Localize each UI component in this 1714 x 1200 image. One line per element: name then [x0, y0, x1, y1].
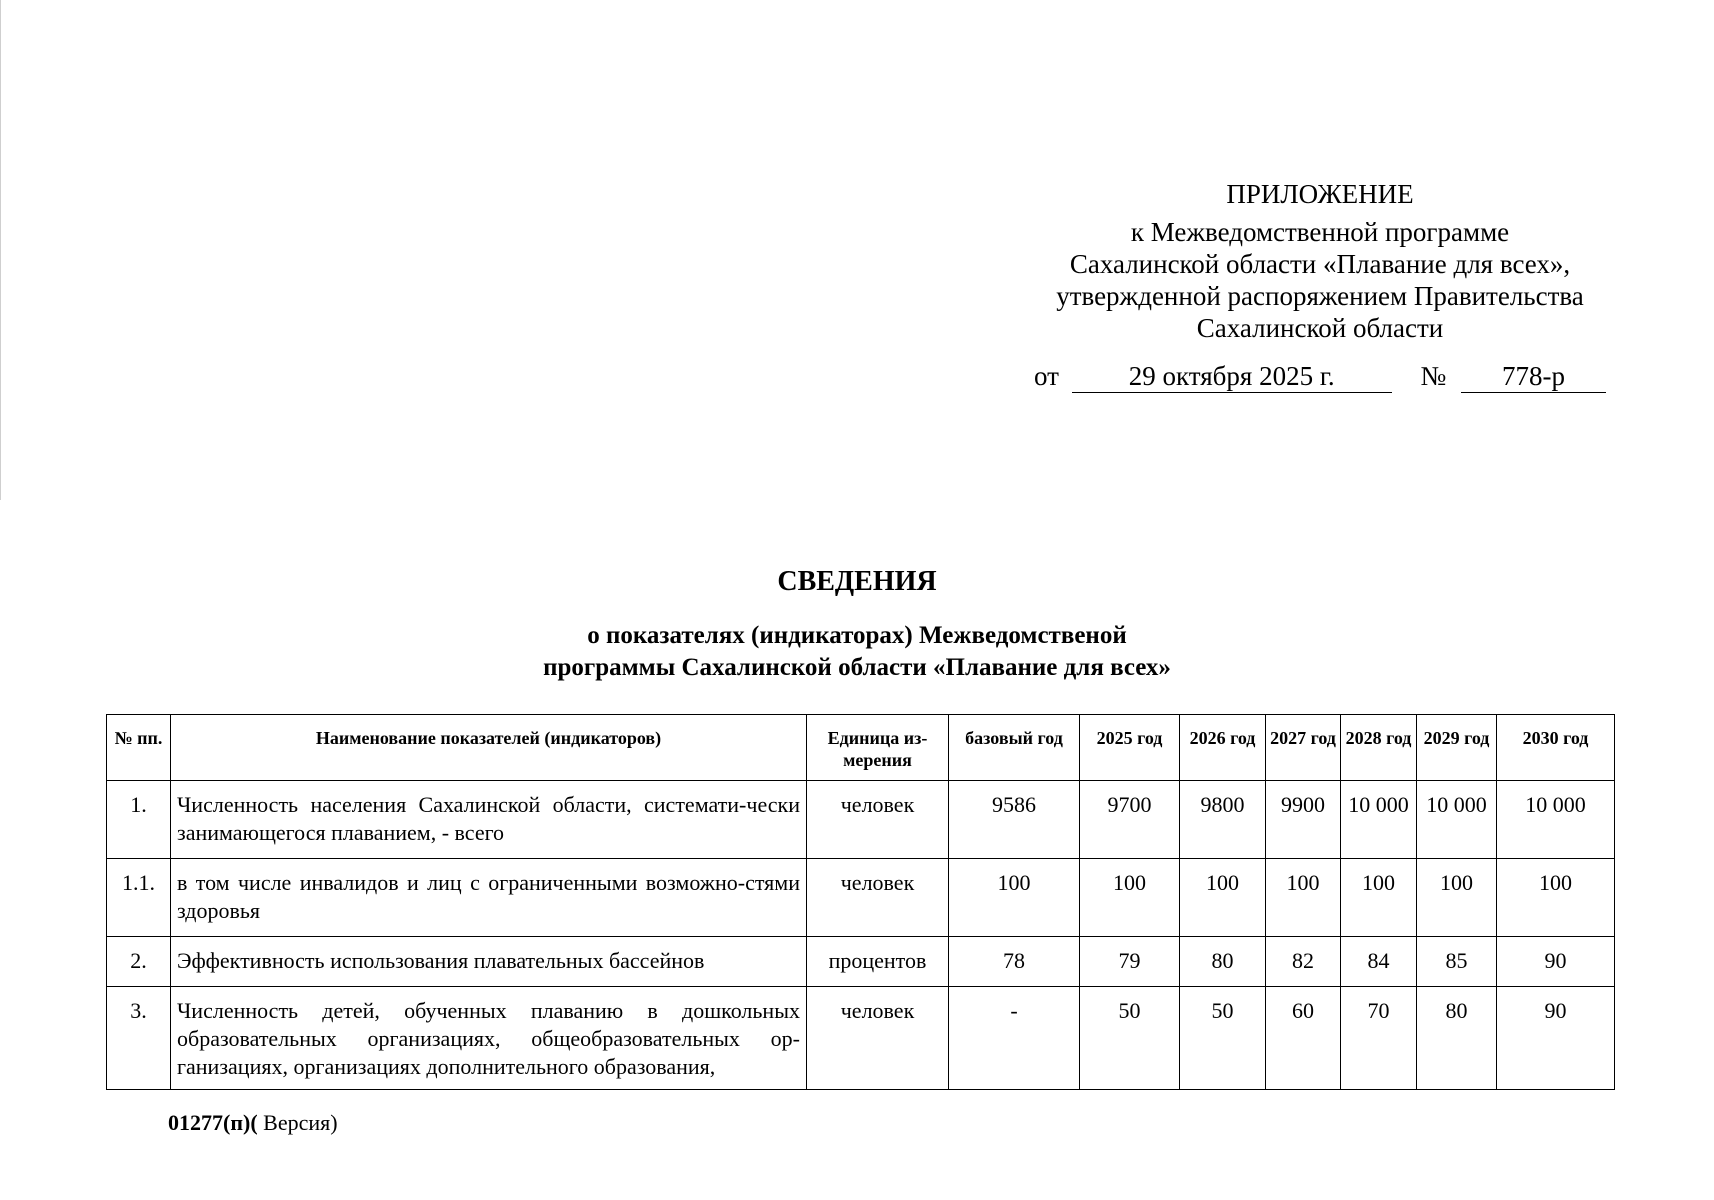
- cell-base: 78: [949, 937, 1080, 987]
- from-label: от: [1034, 361, 1059, 391]
- cell-unit: человек: [807, 987, 949, 1090]
- cell-num: 1.1.: [107, 859, 171, 937]
- cell-num: 2.: [107, 937, 171, 987]
- page-edge: [0, 0, 1, 500]
- appendix-block: [1020, 178, 1620, 344]
- order-date-row: [1034, 360, 1606, 393]
- cell-2030: 90: [1497, 937, 1615, 987]
- table-row: [107, 859, 1615, 937]
- document-subtitle: [0, 620, 1714, 684]
- cell-2029: 85: [1417, 937, 1497, 987]
- table-row: [107, 781, 1615, 859]
- cell-unit: человек: [807, 859, 949, 937]
- cell-2028: 10 000: [1341, 781, 1417, 859]
- document-code: [168, 1110, 338, 1136]
- cell-2025: 100: [1080, 859, 1180, 937]
- cell-2029: 80: [1417, 987, 1497, 1090]
- cell-2026: 50: [1180, 987, 1266, 1090]
- cell-2026: 9800: [1180, 781, 1266, 859]
- cell-base: -: [949, 987, 1080, 1090]
- cell-num: 3.: [107, 987, 171, 1090]
- header-2025: 2025 год: [1080, 715, 1180, 781]
- cell-2027: 100: [1266, 859, 1341, 937]
- indicators-table: [106, 714, 1615, 1090]
- subtitle-line-2: программы Сахалинской области «Плавание для всех»: [543, 654, 1171, 681]
- cell-2028: 70: [1341, 987, 1417, 1090]
- cell-name: Эффективность использования плавательных бассейнов: [171, 937, 807, 987]
- header-name: Наименование показателей (индикаторов): [171, 715, 807, 781]
- header-2028: 2028 год: [1341, 715, 1417, 781]
- cell-2025: 79: [1080, 937, 1180, 987]
- cell-unit: процентов: [807, 937, 949, 987]
- appendix-title: ПРИЛОЖЕНИЕ: [1226, 179, 1414, 209]
- cell-2027: 60: [1266, 987, 1341, 1090]
- cell-num: 1.: [107, 781, 171, 859]
- cell-base: 100: [949, 859, 1080, 937]
- document-code-version: Версия): [257, 1110, 338, 1135]
- cell-name: Численность населения Сахалинской области, системати-чески занимающегося плаванием, - всего: [171, 781, 807, 859]
- subtitle-line-1: о показателях (индикаторах) Межведомственой: [587, 622, 1127, 649]
- header-2027: 2027 год: [1266, 715, 1341, 781]
- cell-2025: 50: [1080, 987, 1180, 1090]
- order-date: 29 октября 2025 г.: [1072, 360, 1392, 393]
- header-2029: 2029 год: [1417, 715, 1497, 781]
- document-code-number: 01277(п)(: [168, 1110, 258, 1135]
- cell-2028: 84: [1341, 937, 1417, 987]
- cell-2027: 82: [1266, 937, 1341, 987]
- cell-2027: 9900: [1266, 781, 1341, 859]
- cell-2026: 100: [1180, 859, 1266, 937]
- cell-unit: человек: [807, 781, 949, 859]
- appendix-line-1: к Межведомственной программе: [1130, 217, 1510, 247]
- table-header-row: [107, 715, 1615, 781]
- cell-2030: 90: [1497, 987, 1615, 1090]
- appendix-line-3: утвержденной распоряжением Правительства: [1056, 281, 1584, 311]
- document-title: СВЕДЕНИЯ: [777, 566, 937, 597]
- cell-name: Численность детей, обученных плаванию в дошкольных образовательных организациях, общеобразовательных ор-ганизациях, организациях дополнительного образования,: [171, 987, 807, 1090]
- header-unit: Единица из-мерения: [807, 715, 949, 781]
- cell-2026: 80: [1180, 937, 1266, 987]
- cell-2029: 10 000: [1417, 781, 1497, 859]
- table-row: [107, 987, 1615, 1090]
- cell-2025: 9700: [1080, 781, 1180, 859]
- cell-name: в том числе инвалидов и лиц с ограниченными возможно-стями здоровья: [171, 859, 807, 937]
- header-num: № пп.: [107, 715, 171, 781]
- cell-2030: 10 000: [1497, 781, 1615, 859]
- header-2030: 2030 год: [1497, 715, 1615, 781]
- cell-2028: 100: [1341, 859, 1417, 937]
- number-label: №: [1420, 361, 1447, 391]
- order-number: 778-р: [1461, 360, 1606, 393]
- cell-2030: 100: [1497, 859, 1615, 937]
- cell-2029: 100: [1417, 859, 1497, 937]
- header-2026: 2026 год: [1180, 715, 1266, 781]
- table-row: [107, 937, 1615, 987]
- appendix-line-4: Сахалинской области: [1196, 313, 1444, 343]
- header-base-year: базовый год: [949, 715, 1080, 781]
- cell-base: 9586: [949, 781, 1080, 859]
- appendix-line-2: Сахалинской области «Плавание для всех»,: [1069, 249, 1571, 279]
